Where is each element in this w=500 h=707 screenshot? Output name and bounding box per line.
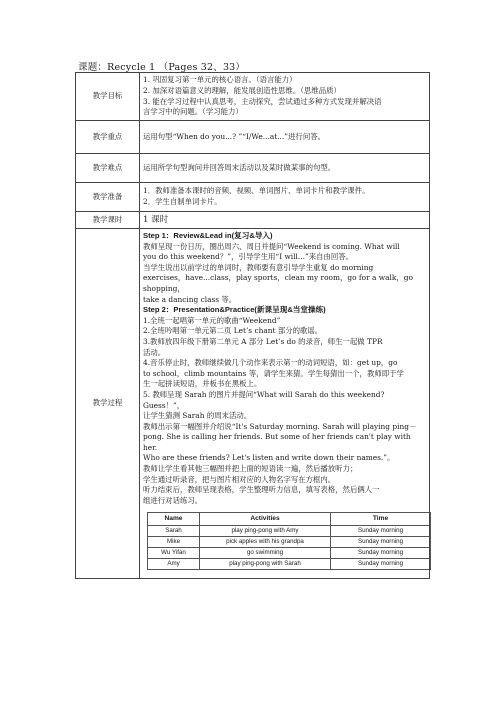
step2-title: Step 2：Presentation&Practice(新课呈现&当堂操练)	[143, 305, 326, 315]
difficulty-label: 教学难点	[76, 154, 140, 183]
table-row	[148, 548, 431, 559]
step2-line: pong. She is calling her friends. But some of her friends can't play with her.	[143, 432, 411, 452]
doc-title: 课题：Recycle 1 （Pages 32、33）	[78, 62, 246, 73]
step1-line: take a dancing class 等。	[143, 294, 237, 304]
difficulty-content: 运用所学句型询问并回答周末活动以及某时做某事的句型。	[140, 154, 430, 183]
preparation-label: 教学准备	[76, 183, 140, 212]
step2-line: 5. 教师呈现 Sarah 的图片并提问“What will Sarah do this weekend? Guess！”，	[143, 389, 385, 410]
step2-line: 让学生猜测 Sarah 的周末活动。	[143, 411, 252, 421]
step1-title: Step 1：Review&Lead in(复习&导入)	[143, 231, 273, 240]
header-time: Time	[331, 513, 431, 526]
objective-line: 1. 巩固复习第一单元的核心语言。（语言能力）	[143, 75, 297, 85]
keypoint-content: 运用句型“When do you...? ”“I/We...at...”进行问答。	[140, 121, 430, 154]
hours-label: 教学课时	[76, 212, 140, 229]
process-label: 教学过程	[76, 229, 140, 579]
cell-activity: pick apples with his grandpa	[200, 537, 331, 548]
table-row	[148, 559, 431, 570]
cell-name: Mike	[148, 537, 200, 548]
cell-time: Sunday morning	[331, 548, 431, 559]
step2-line: 2.全班吟唱第一单元第二页 Let’s chant 部分的歌谣。	[143, 326, 323, 336]
cell-activity: play ping-pong with Sarah	[200, 559, 331, 570]
cell-time: Sunday morning	[331, 559, 431, 570]
cell-name: Wu Yifan	[148, 548, 200, 559]
table-row	[148, 526, 431, 537]
objectives-label: 教学目标	[76, 73, 140, 121]
objective-line: 3. 能在学习过程中认真思考，主动探究，尝试通过多种方式发现并解决语	[143, 96, 382, 106]
lesson-plan-table	[75, 72, 430, 579]
step2-line: Who are these friends? Let's listen and write down their names.”。	[143, 453, 395, 463]
step2-line: 1.全班一起唱第一单元的歌曲“Weekend”	[143, 315, 281, 325]
step2-line: 组进行对话练习。	[143, 495, 203, 505]
step1-line: 当学生说出以前学过的单词时，教师要有意引导学生重复 do morning	[143, 262, 374, 272]
step1-line: exercises，have...class，play sports，clean my room，go for a walk，go shopping，	[143, 273, 413, 293]
step2-line: to school，climb mountains 等，请学生来猜。学生每猜出一个，教师即于学	[143, 368, 404, 378]
preparation-line: 1．教师准备本课时的音频、视频、单词图片、单词卡片和教学课件。	[143, 186, 370, 196]
table-row	[148, 537, 431, 548]
objectives-row	[76, 73, 430, 121]
process-row	[76, 229, 430, 579]
difficulty-row	[76, 154, 430, 183]
step1-line: 教师呈现一份日历，圈出周六、周日并提问“Weekend is coming. What will	[143, 241, 400, 251]
step2-line: 3.教师放四年级下册第二单元 A 部分 Let’s do 的录音，师生一起做 TPR	[143, 336, 383, 346]
objective-line: 言学习中的问题。（学习能力）	[143, 107, 243, 117]
cell-time: Sunday morning	[331, 537, 431, 548]
header-name: Name	[148, 513, 200, 526]
hours-row	[76, 212, 430, 229]
step2-line: 学生通过听录音，把与图片相对应的人物名字写在方框内。	[143, 474, 336, 484]
step2-line: 4.音乐停止时，教师继续做几个动作来表示第一的动词短语，如：get up，go	[143, 358, 398, 368]
keypoint-label: 教学重点	[76, 121, 140, 154]
step2-line: 教师让学生看其他三幅图并把上面的短语读一遍，然后播放听力；	[143, 464, 358, 474]
preparation-row	[76, 183, 430, 212]
cell-time: Sunday morning	[331, 526, 431, 537]
activities-header-row	[148, 513, 431, 526]
step2-line: 活动。	[143, 347, 166, 357]
preparation-content	[140, 183, 430, 212]
cell-name: Amy	[148, 559, 200, 570]
process-content	[140, 229, 430, 579]
activities-table	[147, 512, 431, 570]
step2-line: 听力结束后，教师呈现表格，学生整理听力信息，填写表格，然后俩人一	[143, 485, 380, 495]
objectives-content	[140, 73, 430, 121]
step1-line: you do this weekend？”，引导学生用“I will...”来自由回答。	[143, 252, 354, 262]
hours-content: 1 课时	[140, 212, 430, 229]
cell-activity: play ping-pong with Amy	[200, 526, 331, 537]
step2-line: 生一起拼读短语，并板书在黑板上。	[143, 379, 262, 389]
keypoint-row	[76, 121, 430, 154]
cell-activity: go swimming	[200, 548, 331, 559]
step2-line: 教师出示第一幅图并介绍说“It's Saturday morning. Sarah will playing ping－	[143, 421, 417, 431]
header-activities: Activities	[200, 513, 331, 526]
cell-name: Sarah	[148, 526, 200, 537]
objective-line: 2. 加深对语篇意义的理解，能发展创造性思维。（思维品质）	[143, 85, 341, 95]
preparation-line: 2．学生自制单词卡片。	[143, 197, 222, 206]
